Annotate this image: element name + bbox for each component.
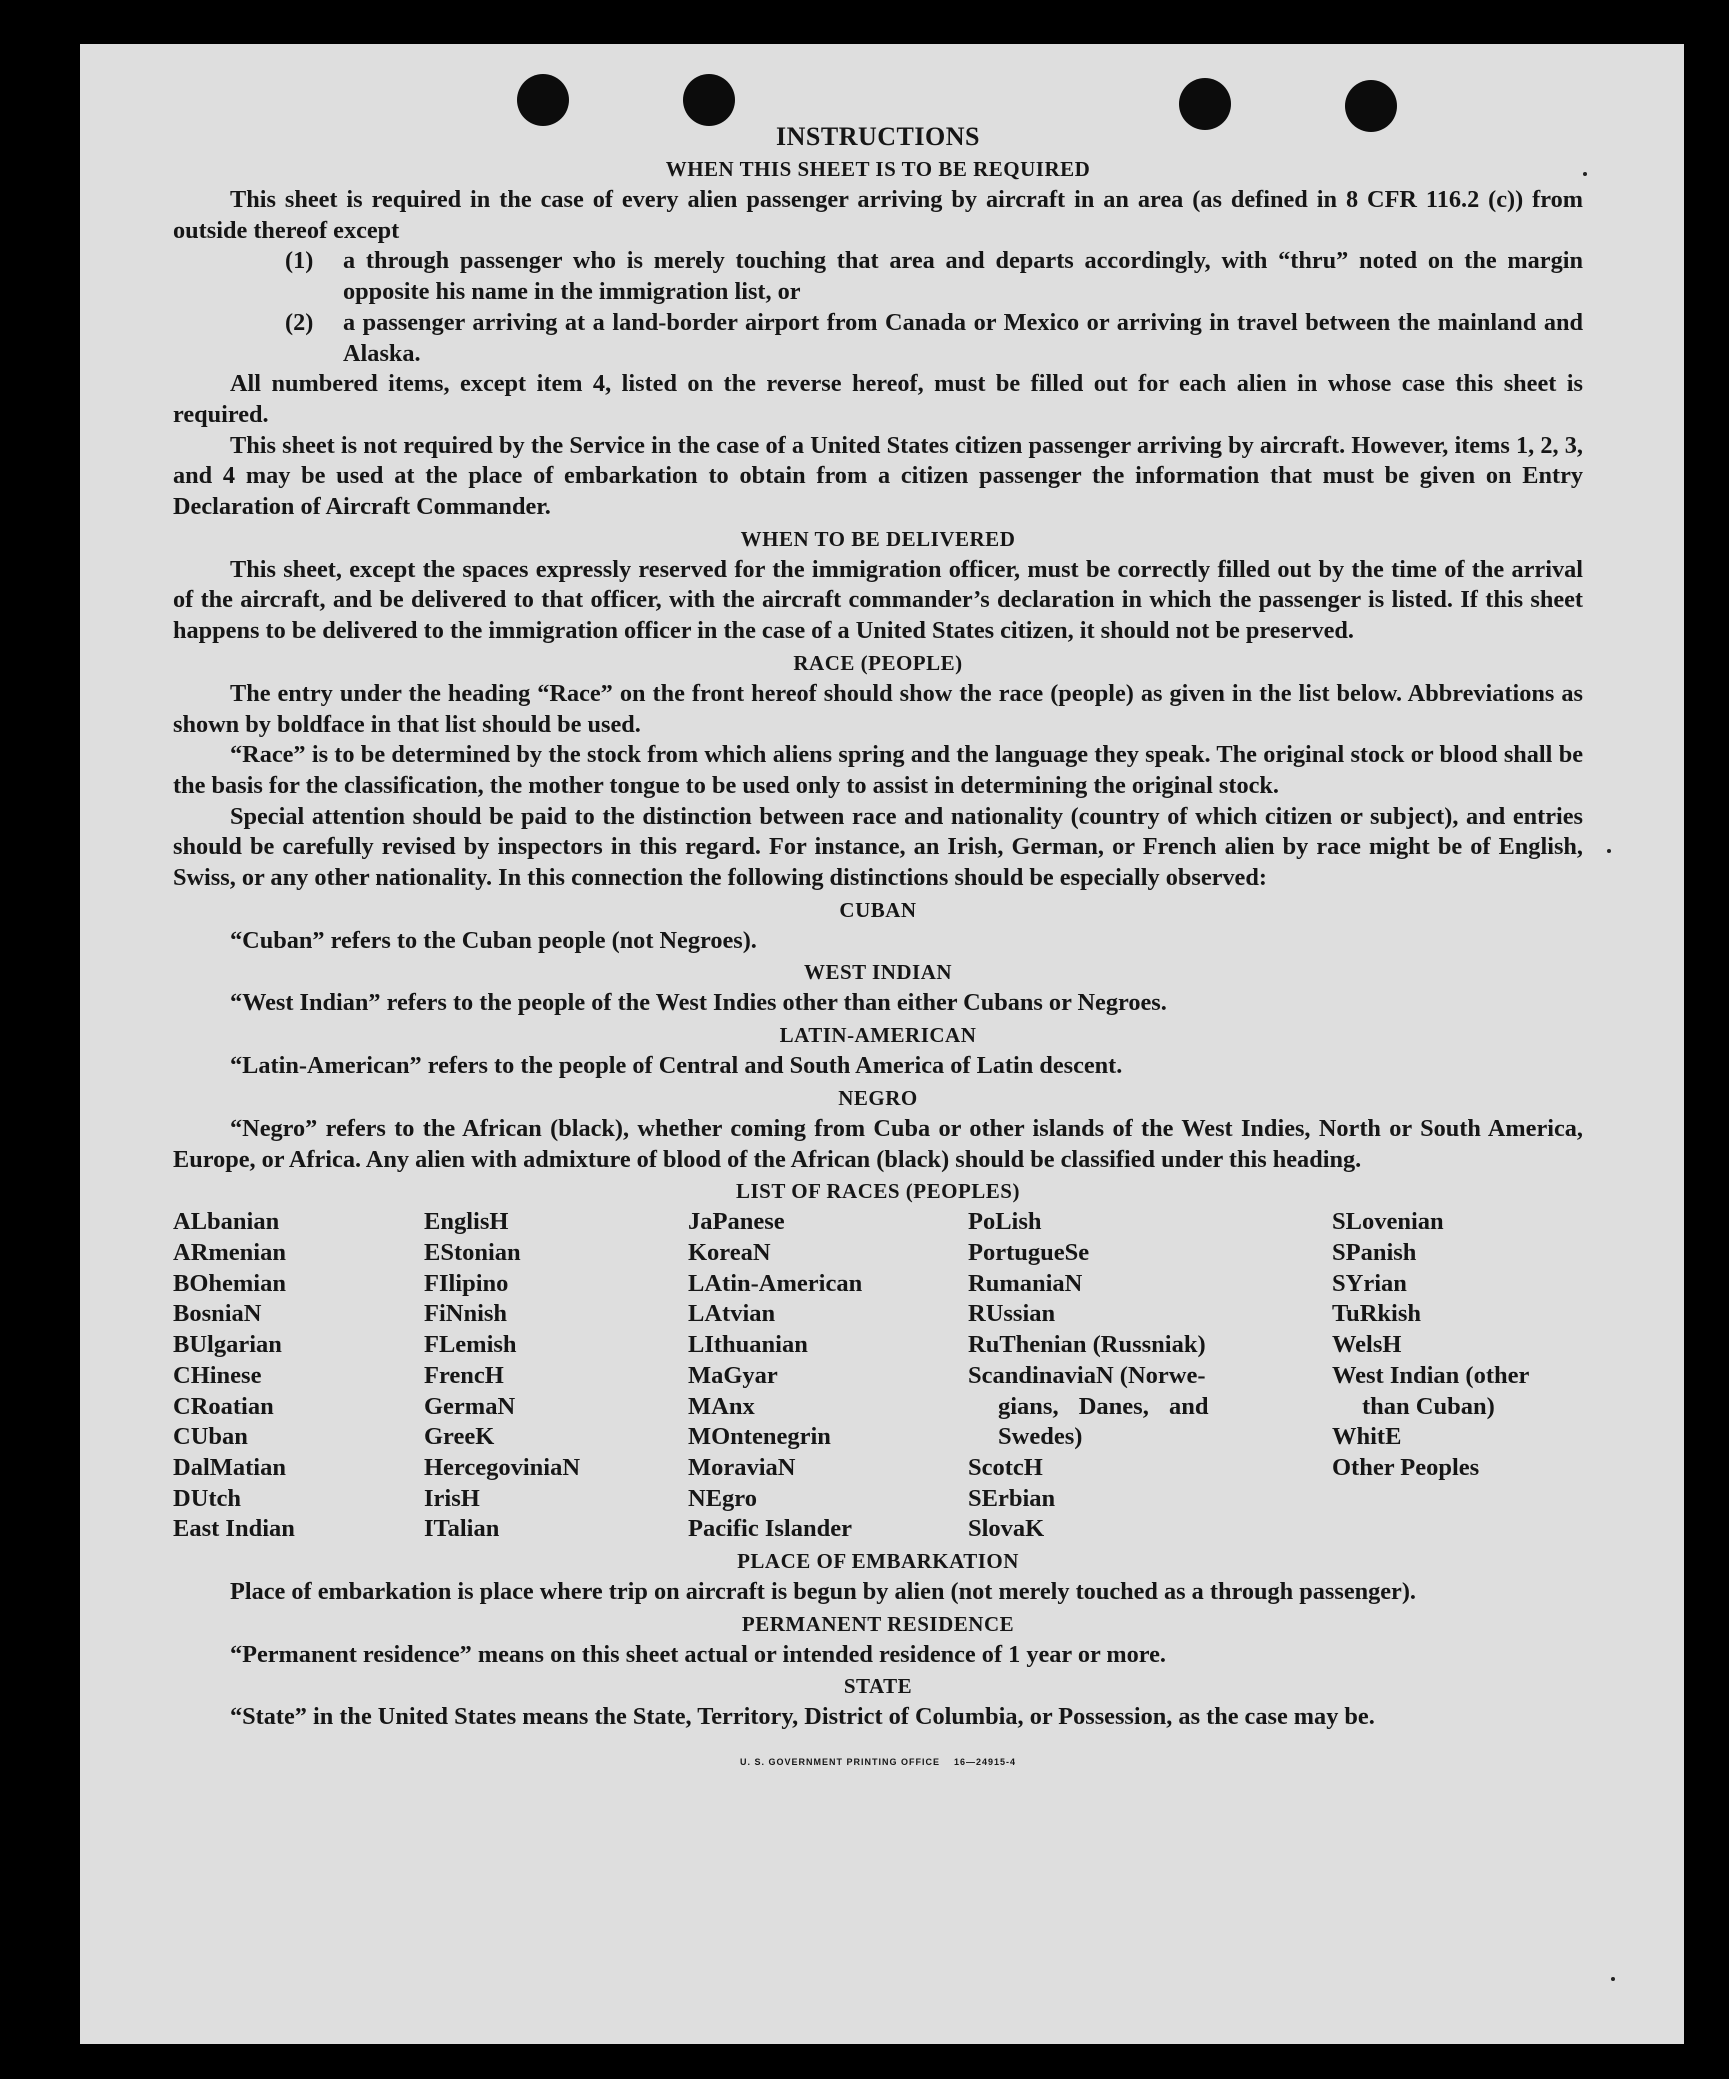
paragraph: “State” in the United States means the State, Territory, District of Columbia, or Possession, as the case may be. — [230, 1703, 1375, 1731]
race-entry: SYrian — [1332, 1269, 1407, 1297]
race-entry: DalMatian — [173, 1453, 286, 1481]
race-entry: MaGyar — [688, 1361, 778, 1389]
race-entry: TuRkish — [1332, 1300, 1422, 1328]
race-entry: BosniaN — [173, 1300, 262, 1328]
race-entry: SErbian — [968, 1484, 1056, 1512]
paragraph: “Permanent residence” means on this sheet actual or intended residence of 1 year or more. — [230, 1640, 1166, 1668]
punch-hole — [683, 74, 735, 126]
race-entry: BUlgarian — [173, 1331, 282, 1359]
race-entry: CHinese — [173, 1361, 262, 1389]
races-column — [173, 1207, 424, 1545]
dust-speck — [1607, 849, 1611, 853]
race-entry: IrisH — [424, 1484, 480, 1512]
race-entry: HercegoviniaN — [424, 1453, 581, 1481]
paragraph: “Cuban” refers to the Cuban people (not Negroes). — [230, 926, 757, 954]
race-entry: LAtvian — [688, 1300, 776, 1328]
races-list — [173, 1207, 1583, 1545]
race-entry: FrencH — [424, 1361, 504, 1389]
paragraph: “Latin-American” refers to the people of Central and South America of Latin descent. — [230, 1052, 1123, 1080]
list-item — [285, 246, 1583, 307]
race-entry: SPanish — [1332, 1238, 1417, 1266]
race-entry: WelsH — [1332, 1331, 1402, 1359]
race-entry: KoreaN — [688, 1238, 771, 1266]
race-entry: GreeK — [424, 1423, 495, 1451]
race-entry: DUtch — [173, 1484, 242, 1512]
section-heading: WHEN THIS SHEET IS TO BE REQUIRED — [665, 157, 1091, 181]
races-column — [968, 1207, 1332, 1545]
paragraph: Place of embarkation is place where trip on aircraft is begun by alien (not merely touched as a through passenger). — [230, 1578, 1416, 1606]
race-entry: ScotcH — [968, 1453, 1043, 1481]
race-entry: PortugueSe — [968, 1238, 1090, 1266]
race-entry: CUban — [173, 1423, 248, 1451]
race-entry-continued: than Cuban) — [1362, 1392, 1495, 1420]
item-number: (1) — [285, 247, 314, 275]
race-entry: LIthuanian — [688, 1331, 808, 1359]
section-heading: PLACE OF EMBARKATION — [737, 1549, 1019, 1574]
races-column — [1332, 1207, 1583, 1545]
paragraph: This sheet is not required by the Service in the case of a United States citizen passenger arriving by aircraft. However, items 1, 2, 3, and 4 may be used at the place of embarkation to obtain from a citizen passenger the information that must be given on Entry Declaration of Aircraft Commander. — [173, 431, 1583, 521]
printer-imprint: U. S. GOVERNMENT PRINTING OFFICE 16—24915-4 — [739, 1757, 1017, 1768]
race-entry: EnglisH — [424, 1208, 509, 1236]
page-title: INSTRUCTIONS — [776, 122, 980, 151]
race-entry: GermaN — [424, 1392, 516, 1420]
section-heading: WHEN TO BE DELIVERED — [740, 526, 1016, 551]
race-entry: FIlipino — [424, 1269, 509, 1297]
races-column — [424, 1207, 688, 1545]
race-entry: Pacific Islander — [688, 1515, 852, 1543]
race-entry: West Indian (other — [1332, 1361, 1530, 1389]
section-heading: PERMANENT RESIDENCE — [741, 1611, 1015, 1636]
list-item — [285, 308, 1583, 369]
race-entry: ScandinaviaN (Norwe- — [968, 1361, 1206, 1389]
paragraph: This sheet is required in the case of every alien passenger arriving by aircraft in an area (as defined in 8 CFR 116.2 (c)) from outside thereof except — [173, 186, 1583, 244]
dust-speck — [1611, 1977, 1615, 1981]
races-column — [688, 1207, 968, 1545]
race-entry-continued: Swedes) — [998, 1423, 1083, 1451]
dust-speck — [1583, 172, 1587, 176]
race-entry: PoLish — [968, 1208, 1042, 1236]
paragraph: All numbered items, except item 4, listed on the reverse hereof, must be filled out for each alien in whose case this sheet is required. — [173, 370, 1583, 428]
race-entry: CRoatian — [173, 1392, 274, 1420]
race-entry: SlovaK — [968, 1515, 1045, 1543]
race-entry: ITalian — [424, 1515, 500, 1543]
paragraph: This sheet, except the spaces expressly reserved for the immigration officer, must be correctly filled out by the time of the arrival of the aircraft, and be delivered to that officer, with the aircraft commander’s declaration in which the passenger is listed. If this sheet happens to be delivered to the immigration officer in the case of a United States citizen, it should not be preserved. — [173, 555, 1583, 645]
race-entry: Other Peoples — [1332, 1453, 1480, 1481]
section-heading: RACE (PEOPLE) — [793, 650, 963, 675]
paragraph: “Race” is to be determined by the stock from which aliens spring and the language they speak. The original stock or blood shall be the basis for the classification, the mother tongue to be used only to assist in determining the original stock. — [173, 741, 1583, 799]
race-entry: RuThenian (Russniak) — [968, 1331, 1206, 1359]
race-entry: ARmenian — [173, 1238, 286, 1266]
race-entry: EStonian — [424, 1238, 521, 1266]
races-heading: LIST OF RACES (PEOPLES) — [736, 1179, 1020, 1204]
race-entry: JaPanese — [688, 1208, 785, 1236]
race-entry: RumaniaN — [968, 1269, 1083, 1297]
race-entry: East Indian — [173, 1515, 295, 1543]
item-number: (2) — [285, 308, 314, 336]
race-entry: FLemish — [424, 1331, 517, 1359]
race-entry: WhitE — [1332, 1423, 1402, 1451]
punch-hole — [517, 74, 569, 126]
race-entry: MAnx — [688, 1392, 755, 1420]
section-heading: STATE — [843, 1674, 913, 1699]
race-entry: RUssian — [968, 1300, 1056, 1328]
section-heading: NEGRO — [838, 1085, 918, 1110]
exceptions-list — [285, 246, 1583, 369]
race-entry: NEgro — [688, 1484, 757, 1512]
paragraph: The entry under the heading “Race” on the front hereof should show the race (people) as given in the list below. Abbreviations as shown by boldface in that list should be used. — [173, 679, 1583, 738]
race-entry-continued: gians, Danes, and — [998, 1392, 1209, 1420]
race-entry: MOntenegrin — [688, 1423, 831, 1451]
paragraph: “Negro” refers to the African (black), whether coming from Cuba or other islands of the West Indies, North or South America, Europe, or Africa. Any alien with admixture of blood of the African (black) should be classified under this heading. — [173, 1114, 1583, 1173]
paragraph: “West Indian” refers to the people of the West Indies other than either Cubans or Negroes. — [230, 989, 1167, 1017]
paragraph: Special attention should be paid to the distinction between race and nationality (country of which citizen or subject), and entries should be carefully revised by inspectors in this regard. For instance, an Irish, German, or French alien by race might be of English, Swiss, or any other nationality. In this connection the following distinctions should be especially observed: — [173, 802, 1583, 892]
section-heading: WEST INDIAN — [803, 960, 953, 985]
race-entry: FiNnish — [424, 1300, 508, 1328]
race-entry: SLovenian — [1332, 1208, 1444, 1236]
race-entry: BOhemian — [173, 1269, 286, 1297]
race-entry: LAtin-American — [688, 1269, 863, 1297]
item-text: a through passenger who is merely touching that area and departs accordingly, with “thru” noted on the margin opposite his name in the immigration list, or — [343, 247, 1583, 306]
race-entry: ALbanian — [173, 1208, 280, 1236]
section-heading: LATIN-AMERICAN — [779, 1023, 977, 1048]
section-heading: CUBAN — [839, 897, 917, 922]
instructions-content — [173, 120, 1583, 1778]
race-entry: MoraviaN — [688, 1453, 796, 1481]
document-page — [80, 44, 1684, 2044]
item-text: a passenger arriving at a land-border airport from Canada or Mexico or arriving in travel between the mainland and Alaska. — [343, 308, 1583, 367]
